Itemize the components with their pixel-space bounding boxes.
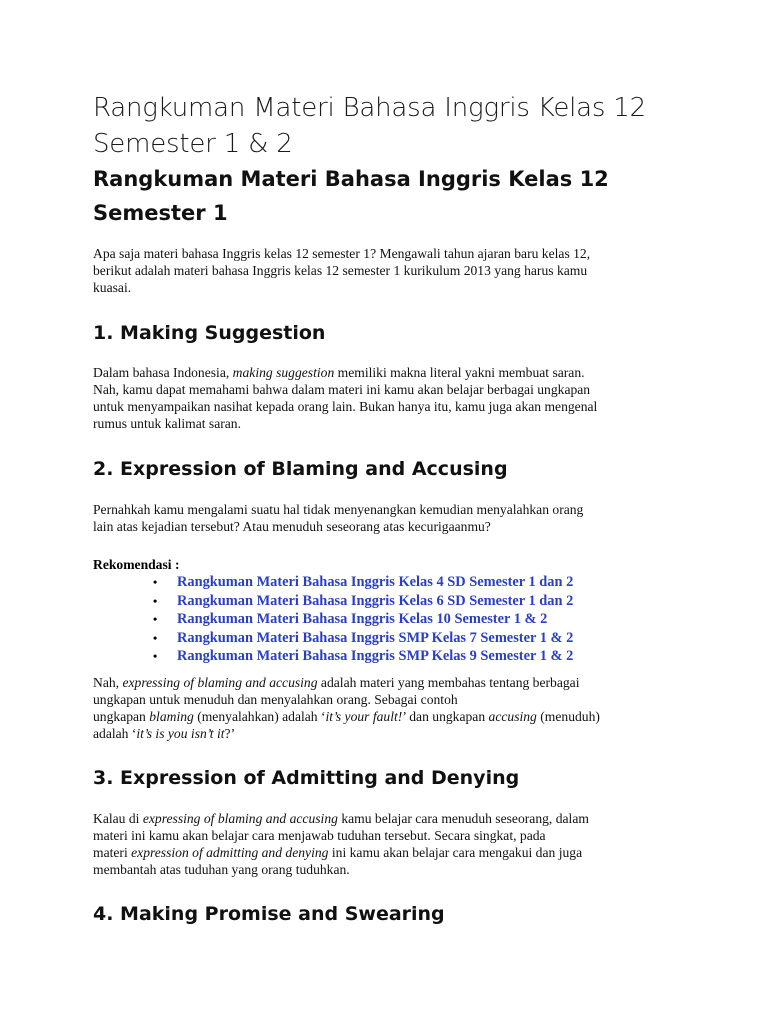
italic-term: expressing of blaming and accusing <box>122 675 318 690</box>
italic-term: it’s is you isn’t it <box>136 726 225 741</box>
list-item <box>93 647 693 666</box>
italic-term: making suggestion <box>232 365 335 380</box>
text-span: ungkapan <box>93 709 150 724</box>
paragraph-line: materi ini kamu akan belajar cara menjawab tuduhan tersebut. Secara singkat, pada <box>93 828 546 843</box>
list-item <box>93 592 693 611</box>
paragraph-line: lain atas kejadian tersebut? Atau menuduh seseorang atas kecurigaanmu? <box>93 519 491 534</box>
page-title: Rangkuman Materi Bahasa Inggris Kelas 12 Semester 1 & 2 <box>93 93 646 159</box>
paragraph-line <box>93 708 683 725</box>
list-item <box>93 610 693 629</box>
text-span: Dalam bahasa Indonesia, <box>93 365 233 380</box>
text-span: adalah materi yang membahas tentang berbagai <box>317 675 580 690</box>
recommendation-link[interactable]: Rangkuman Materi Bahasa Inggris Kelas 10 Semester 1 & 2 <box>177 611 548 627</box>
paragraph-line <box>93 364 683 381</box>
italic-term: expression of admitting and denying <box>131 845 329 860</box>
admitting-denying-paragraph <box>93 810 683 878</box>
text-span: ’ dan ungkapan <box>402 709 489 724</box>
text-span: adalah ‘ <box>93 726 137 741</box>
nah-paragraph <box>93 674 683 742</box>
recommendation-link[interactable]: Rangkuman Materi Bahasa Inggris Kelas 6 SD Semester 1 dan 2 <box>177 592 574 609</box>
paragraph-line <box>93 725 683 742</box>
text-span: ?’ <box>224 726 236 741</box>
section-heading-blaming-accusing: 2. Expression of Blaming and Accusing <box>93 458 508 480</box>
paragraph-line <box>93 844 683 861</box>
text-span: memiliki makna literal yakni membuat saran. <box>334 365 585 380</box>
paragraph-line: untuk menyampaikan nasihat kepada orang lain. Bukan hanya itu, kamu juga akan mengenal <box>93 399 598 414</box>
bullet-icon: • <box>153 593 158 608</box>
paragraph-line: membantah atas tuduhan yang orang tuduhkan. <box>93 862 350 877</box>
paragraph-line: Pernahkah kamu mengalami suatu hal tidak menyenangkan kemudian menyalahkan orang <box>93 502 584 517</box>
text-span: materi <box>93 845 132 860</box>
bullet-icon: • <box>153 649 158 663</box>
paragraph-line <box>93 674 683 691</box>
recommendation-link[interactable]: Rangkuman Materi Bahasa Inggris SMP Kelas 9 Semester 1 & 2 <box>177 648 574 664</box>
rekomendasi-list <box>93 573 693 666</box>
text-span: (menuduh) <box>536 709 600 724</box>
italic-term: blaming <box>149 709 194 724</box>
recommendation-link[interactable]: Rangkuman Materi Bahasa Inggris SMP Kelas 7 Semester 1 & 2 <box>177 629 574 646</box>
section-heading-admitting-denying: 3. Expression of Admitting and Denying <box>93 767 520 789</box>
bullet-icon: • <box>153 612 158 626</box>
section-heading-making-suggestion: 1. Making Suggestion <box>93 322 326 344</box>
italic-term: expressing of blaming and accusing <box>142 811 338 826</box>
paragraph-line: rumus untuk kalimat saran. <box>93 416 241 431</box>
list-item <box>93 629 693 648</box>
text-span: (menyalahkan) adalah ‘ <box>193 709 326 724</box>
intro-paragraph <box>93 245 683 296</box>
text-span: kamu belajar cara menuduh seseorang, dalam <box>337 811 589 826</box>
intro-line: kuasai. <box>93 280 132 295</box>
list-item <box>93 573 693 592</box>
making-suggestion-paragraph <box>93 364 683 432</box>
text-span: Nah, <box>93 675 123 690</box>
section-heading-promise-swearing: 4. Making Promise and Swearing <box>93 903 445 925</box>
bullet-icon: • <box>153 575 158 589</box>
recommendation-link[interactable]: Rangkuman Materi Bahasa Inggris Kelas 4 SD Semester 1 dan 2 <box>177 574 574 590</box>
italic-term: it’s your fault! <box>325 709 403 724</box>
page-subtitle: Rangkuman Materi Bahasa Inggris Kelas 12 Semester 1 <box>93 167 609 225</box>
text-span: ini kamu akan belajar cara mengakui dan juga <box>328 845 583 860</box>
intro-line: Apa saja materi bahasa Inggris kelas 12 semester 1? Mengawali tahun ajaran baru kelas 12, <box>93 246 591 261</box>
intro-line: berikut adalah materi bahasa Inggris kelas 12 semester 1 kurikulum 2013 yang harus kamu <box>93 263 588 278</box>
paragraph-line: Nah, kamu dapat memahami bahwa dalam materi ini kamu akan belajar berbagai ungkapan <box>93 382 591 397</box>
paragraph-line <box>93 810 683 827</box>
italic-term: accusing <box>488 709 537 724</box>
rekomendasi-label: Rekomendasi : <box>93 557 180 572</box>
blaming-accusing-paragraph <box>93 501 683 535</box>
paragraph-line: ungkapan untuk menuduh dan menyalahkan orang. Sebagai contoh <box>93 692 458 707</box>
bullet-icon: • <box>153 630 158 645</box>
text-span: Kalau di <box>93 811 143 826</box>
